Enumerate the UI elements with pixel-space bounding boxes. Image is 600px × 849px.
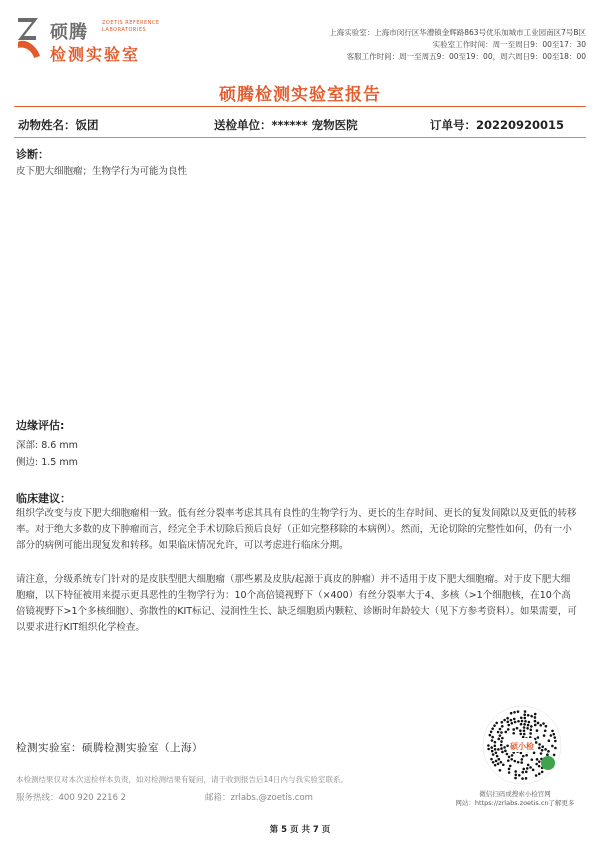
margin-heading: 边缘评估: — [16, 419, 65, 432]
animal-name: 动物姓名：饭团 — [18, 118, 99, 132]
lab-address: 上海实验室：上海市闵行区华漕镇金辉路863号优乐加城市工业园南区7号B区 — [329, 28, 586, 37]
diagnosis-text: 皮下肥大细胞瘤；生物学行为可能为良性 — [16, 166, 188, 177]
order-number: 订单号：20220920015 — [430, 118, 565, 132]
lab-hours: 实验室工作时间：周一至周日9：00至17：30 — [432, 40, 586, 49]
margin-deep: 深部: 8.6 mm — [16, 440, 78, 451]
service-hotline: 服务热线：400 920 2216 2 — [16, 793, 127, 803]
page-number: 第 5 页 共 7 页 — [269, 825, 331, 835]
margin-lateral: 侧边: 1.5 mm — [16, 457, 78, 468]
footer-disclaimer: 本检测结果仅对本次送检样本负责，如对检测结果有疑问，请于收到报告后14日内与我实验室联系。 — [16, 775, 349, 784]
contact-email[interactable]: 邮箱：zrlabs.@zoetis.com — [205, 793, 313, 803]
meta-divider — [14, 137, 586, 138]
qr-code-icon — [482, 705, 562, 785]
qr-code[interactable] — [482, 705, 562, 785]
report-title: 硕腾检测实验室报告 — [219, 85, 381, 105]
clinic-name: 送检单位：****** 宠物医院 — [214, 118, 358, 132]
service-hours: 客服工作时间：周一至周五9：00至19：00，周六周日9：00至18：00 — [346, 52, 586, 61]
logo-en: ZOETIS REFERENCE LABORATORIES — [102, 20, 160, 33]
logo-cn-bottom: 检测实验室 — [50, 45, 141, 64]
footer-lab-name: 检测实验室：硕腾检测实验室（上海） — [16, 742, 203, 754]
lab-contact-info — [329, 27, 586, 63]
qr-label: 硕小检 — [510, 742, 534, 751]
zoetis-z-mark-icon — [14, 14, 44, 60]
clinical-heading: 临床建议： — [16, 492, 71, 505]
logo-cn-top: 硕腾 — [50, 22, 88, 43]
clinical-para-2: 请注意，分级系统专门针对的是皮肤型肥大细胞瘤（那些累及皮肤/起源于真皮的肿瘤）并不适用于皮下肥大细胞瘤。对于皮下肥大细胞瘤，以下特征被用来提示更具恶性的生物学行为：10个高倍镜视野下（×400）有丝分裂率大于4、多核（>1个细胞核，在10个高倍镜视野下>1个多核细胞）、弥散性的KIT标记、浸润性生长、缺乏细胞质内颗粒、诊断时年龄较大（见下方参考资料）。如果需要，可以要求进行KIT组织化学检查。 — [16, 574, 577, 633]
diagnosis-heading: 诊断： — [16, 148, 49, 161]
title-divider — [14, 106, 586, 107]
zoetis-logo — [14, 12, 160, 64]
clinical-para-1: 组织学改变与皮下肥大细胞瘤相一致。低有丝分裂率考虑其具有良性的生物学行为、更长的生存时间、更长的复发间隙以及更低的转移率。对于绝大多数的皮下肿瘤而言，经完全手术切除后预后良好（正如完整移除的本病例）。然而，无论切除的完整性如何，仍有一小部分的病例可能出现复发和转移。如果临床情况允许，可以考虑进行临床分期。 — [16, 508, 577, 551]
qr-caption: 微信扫码或搜索小检官网 网站：https://zrlabs.zoetis.cn了解更多 — [455, 790, 575, 807]
